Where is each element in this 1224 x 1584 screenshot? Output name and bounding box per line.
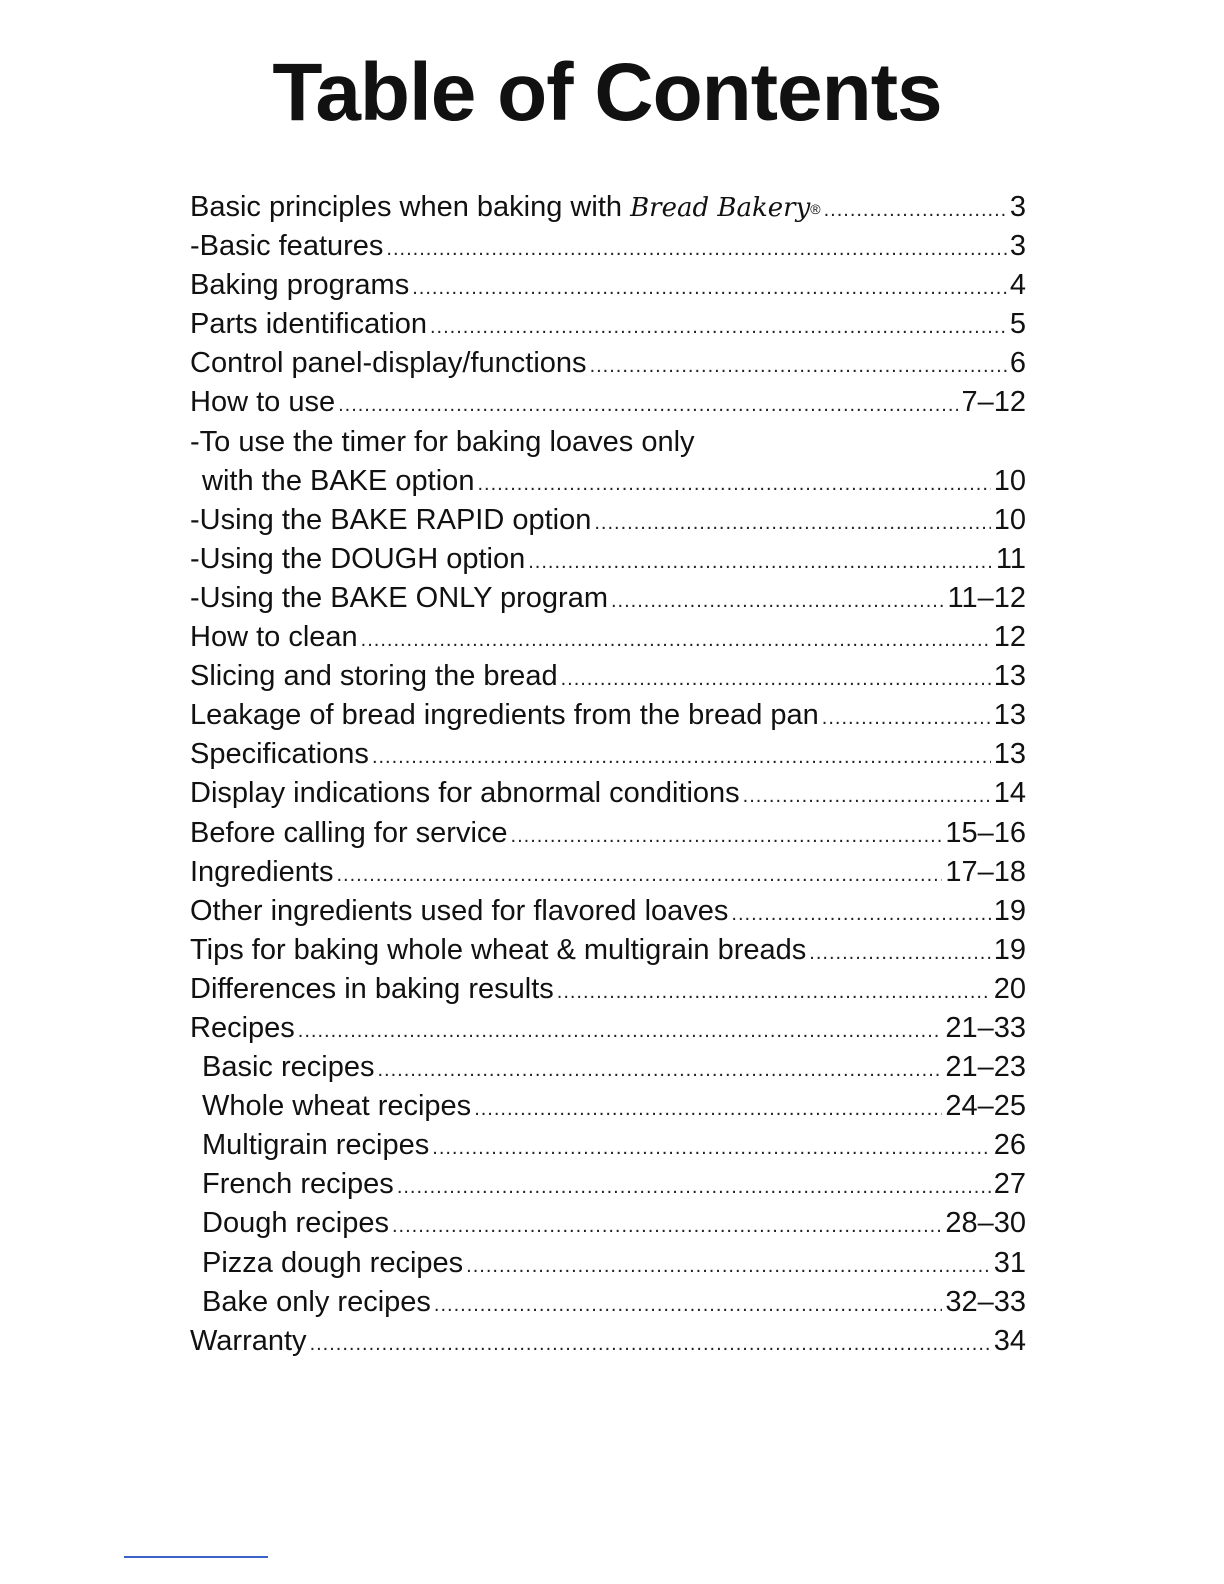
dot-leader (430, 308, 1007, 347)
dot-leader (594, 504, 990, 543)
toc-entry[interactable] (190, 462, 1026, 501)
dot-leader (743, 777, 991, 816)
toc-entry-label: French recipes (202, 1168, 394, 1201)
toc-subentry[interactable] (190, 1244, 1026, 1283)
dot-leader (432, 1129, 990, 1168)
dot-leader (611, 582, 945, 621)
toc-entry-label: Multigrain recipes (202, 1129, 430, 1162)
toc-entry[interactable] (190, 305, 1026, 344)
toc-entry-label: Control panel-display/functions (190, 347, 587, 380)
toc-entry-label: Slicing and storing the bread (190, 660, 558, 693)
toc-entry-page: 24–25 (945, 1090, 1026, 1123)
toc-entry-label: Display indications for abnormal conditions (190, 777, 740, 810)
toc-entry-page: 3 (1009, 191, 1026, 223)
toc-entry-label: Other ingredients used for flavored loaves (190, 894, 729, 927)
dot-leader (477, 465, 990, 504)
toc-entry[interactable] (190, 853, 1026, 892)
toc-entry-page: 6 (1009, 347, 1026, 380)
toc-entry[interactable] (190, 970, 1026, 1009)
toc-entry[interactable] (190, 1009, 1026, 1048)
toc-entry-label: -Basic features (190, 230, 384, 263)
toc-entry-label: -Using the BAKE RAPID option (190, 503, 592, 536)
footer-rule (124, 1556, 268, 1558)
dot-leader (338, 386, 958, 425)
toc-entry-label: Basic recipes (202, 1051, 375, 1084)
toc-entry-label: Whole wheat recipes (202, 1090, 472, 1123)
toc-entry-label: Ingredients (190, 855, 334, 888)
dot-leader (386, 230, 1006, 269)
toc-entry[interactable] (190, 383, 1026, 422)
dot-leader (298, 1012, 943, 1051)
toc-entry[interactable] (190, 696, 1026, 735)
dot-leader (310, 1325, 991, 1364)
toc-entry-label: Recipes (190, 1011, 295, 1044)
toc-entry-page: 21–33 (945, 1011, 1026, 1044)
toc-entry-label: -Using the BAKE ONLY program (190, 581, 608, 614)
toc-entry-label: Baking programs (190, 269, 410, 302)
dot-leader (361, 621, 991, 660)
toc-entry[interactable] (190, 931, 1026, 970)
toc-entry-label: Specifications (190, 738, 369, 771)
toc-entry-label: How to use (190, 386, 336, 419)
dot-leader (337, 856, 943, 895)
toc-entry[interactable] (190, 735, 1026, 774)
dot-leader (731, 895, 990, 934)
toc-entry-page: 4 (1009, 269, 1026, 302)
toc-entry-page: 32–33 (945, 1285, 1026, 1318)
toc-entry[interactable] (190, 188, 1026, 227)
dot-leader (392, 1207, 942, 1246)
toc-entry-page: 31 (993, 1246, 1026, 1279)
toc-entry-page: 13 (993, 660, 1026, 693)
toc-entry-page: 27 (993, 1168, 1026, 1201)
toc-entry-page: 21–23 (945, 1051, 1026, 1084)
toc-entry[interactable] (190, 540, 1026, 579)
toc-entry-label: Pizza dough recipes (202, 1246, 464, 1279)
toc-subentry[interactable] (190, 1283, 1026, 1322)
page-title: Table of Contents (272, 47, 942, 138)
toc-entry-label: Leakage of bread ingredients from the bread pan (190, 699, 819, 732)
dot-leader (809, 934, 990, 973)
dot-leader (397, 1168, 991, 1207)
registered-mark: ® (810, 201, 821, 217)
toc-entry-page: 15–16 (945, 816, 1026, 849)
toc-subentry[interactable] (190, 1126, 1026, 1165)
toc-entry-page: 5 (1009, 308, 1026, 341)
toc-entry[interactable] (190, 774, 1026, 813)
toc-entry-page: 7–12 (961, 386, 1026, 419)
toc-entry-page: 17–18 (945, 855, 1026, 888)
toc-entry-page: 19 (993, 894, 1026, 927)
toc-entry[interactable] (190, 501, 1026, 540)
toc-entry-page: 10 (993, 464, 1026, 497)
toc-entry[interactable] (190, 1322, 1026, 1361)
toc-entry-page: 11–12 (947, 581, 1026, 614)
toc-entry[interactable] (190, 618, 1026, 657)
toc-entry-label: Parts identification (190, 308, 427, 341)
toc-entry-label: -Using the DOUGH option (190, 542, 526, 575)
dot-leader (824, 191, 1007, 230)
toc-entry[interactable] (190, 657, 1026, 696)
dot-leader (557, 973, 991, 1012)
toc-entry-page: 26 (993, 1129, 1026, 1162)
dot-leader (434, 1286, 942, 1325)
toc-entry[interactable] (190, 892, 1026, 931)
dot-leader (511, 817, 943, 856)
toc-entry-label: Dough recipes (202, 1207, 389, 1240)
toc-entry[interactable] (190, 227, 1026, 266)
dot-leader (466, 1247, 991, 1286)
toc-entry-page: 12 (993, 621, 1026, 654)
dot-leader (412, 269, 1007, 308)
toc-entry-page: 20 (993, 972, 1026, 1005)
toc-subentry[interactable] (190, 1087, 1026, 1126)
toc-entry-label: Before calling for service (190, 816, 508, 849)
dot-leader (474, 1090, 942, 1129)
dot-leader (822, 699, 991, 738)
toc-entry-page: 10 (993, 503, 1026, 536)
toc-entry-label: Warranty (190, 1324, 307, 1357)
toc-entry[interactable] (190, 579, 1026, 618)
dot-leader (528, 543, 993, 582)
toc-entry-page: 11 (995, 542, 1026, 575)
toc-subentry[interactable] (190, 1048, 1026, 1087)
toc-entry-page: 19 (993, 933, 1026, 966)
toc-entry-label: How to clean (190, 621, 358, 654)
dot-leader (590, 347, 1007, 386)
toc-entry-label: -To use the timer for baking loaves only (190, 425, 695, 458)
toc-entry-page: 13 (993, 738, 1026, 771)
table-of-contents (190, 188, 1026, 1361)
toc-entry-page: 14 (993, 777, 1026, 810)
toc-entry-page: 28–30 (945, 1207, 1026, 1240)
dot-leader (377, 1051, 942, 1090)
toc-entry-page: 13 (993, 699, 1026, 732)
toc-entry-heading (190, 423, 1026, 462)
toc-entry[interactable] (190, 814, 1026, 853)
toc-entry-label: Tips for baking whole wheat & multigrain breads (190, 933, 807, 966)
toc-entry-label: Differences in baking results (190, 972, 554, 1005)
toc-entry[interactable] (190, 344, 1026, 383)
toc-entry-page: 3 (1009, 230, 1026, 263)
toc-entry-page: 34 (993, 1324, 1026, 1357)
toc-subentry[interactable] (190, 1204, 1026, 1243)
dot-leader (561, 660, 991, 699)
brand-name: Bread Bakery (630, 193, 811, 223)
toc-subentry[interactable] (190, 1165, 1026, 1204)
dot-leader (372, 738, 991, 777)
toc-entry-label: Basic principles when baking with Bread Bakery® (190, 191, 821, 223)
toc-entry-label: Bake only recipes (202, 1285, 431, 1318)
toc-entry-label: with the BAKE option (202, 464, 475, 497)
toc-entry[interactable] (190, 266, 1026, 305)
